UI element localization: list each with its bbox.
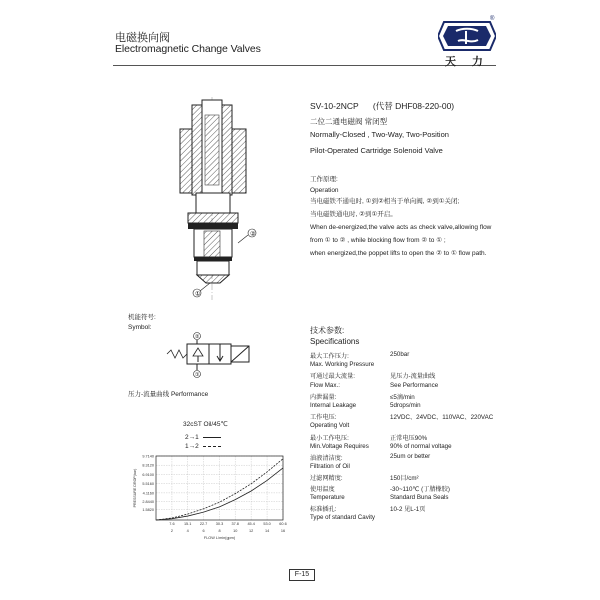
valve-symbol-diagram xyxy=(165,330,255,380)
x-tick-label-gpm: 12 xyxy=(249,529,254,533)
spec-label: 工作电压: xyxy=(310,414,337,422)
header-title-en: Electromagnetic Change Valves xyxy=(115,43,261,55)
x-tick-label-gpm: 14 xyxy=(264,529,270,533)
symbol-label-en: Symbol: xyxy=(128,324,152,331)
y-tick-label: 5.5160 xyxy=(142,482,154,487)
spec-value: 5drops/min xyxy=(390,402,421,409)
spec-label: 最大工作压力: xyxy=(310,353,349,360)
operation-line-2: 当电磁铁通电时, ②到①开启。 xyxy=(310,211,397,218)
x-axis-label: FLOW L/min(gpm) xyxy=(203,536,236,540)
performance-condition: 32cST Oil/45℃ xyxy=(183,421,228,428)
brand-name: 天 力 xyxy=(445,55,489,68)
spec-label: 油液清洁度: xyxy=(310,455,343,462)
operation-line-1: 当电磁铁不通电时, ①到②相当于单向阀, ②到①关闭; xyxy=(310,198,460,205)
spec-value: See Performance xyxy=(390,381,439,389)
spec-label: Operating Volt xyxy=(310,422,350,430)
spec-value: 12VDC、24VDC、110VAC、220VAC xyxy=(390,414,494,422)
spec-label: Temperature xyxy=(310,493,345,501)
symbol-port-1-label: ① xyxy=(195,372,200,379)
legend-1-2-label: 1→2 xyxy=(185,443,199,450)
chart-frame xyxy=(156,456,283,520)
spec-label: 标准插孔: xyxy=(310,506,337,513)
spec-value: 正常电压90% xyxy=(390,434,428,442)
y-axis-label: PRESSURE DROP(bar) xyxy=(133,468,137,508)
drawing-port-2-label: ② xyxy=(250,231,256,238)
x-tick-label-gpm: 10 xyxy=(233,529,238,533)
x-tick-label-gpm: 6 xyxy=(202,529,205,533)
y-tick-label: 8.3120 xyxy=(142,463,154,468)
x-tick-label: 53.0 xyxy=(263,522,271,526)
x-tick-label: 7.6 xyxy=(169,522,175,526)
model-code: SV-10-2NCP xyxy=(310,101,359,111)
spec-label: 可通过最大流量: xyxy=(310,373,356,381)
performance-label: 压力-流量曲线 Performance xyxy=(128,391,209,398)
y-tick-label: 1.5820 xyxy=(142,508,154,513)
operation-line-3: When de-energized,the valve acts as check valve,allowing flow xyxy=(310,224,492,231)
model-name-cn: 二位二通电磁阀 常闭型 xyxy=(310,117,388,126)
page-number: F-15 xyxy=(289,569,315,581)
legend-2-1-label: 2→1 xyxy=(185,434,199,441)
spec-label: Type of standard Cavity xyxy=(310,514,376,522)
specs-title-cn: 技术参数: xyxy=(310,326,345,335)
spec-value: 90% of normal voltage xyxy=(390,442,452,450)
operation-line-4: from ① to ② , while blocking flow from ② to ① ; xyxy=(310,237,446,244)
x-tick-label: 15.1 xyxy=(183,522,192,526)
y-tick-label: 6.9100 xyxy=(142,472,154,477)
y-tick-label: 9.7140 xyxy=(142,454,154,459)
spec-label: 过滤网精度: xyxy=(310,475,343,483)
spec-value: 见压力-流量曲线 xyxy=(390,373,436,381)
drawing-port-1-label: ① xyxy=(195,291,201,298)
legend-dashed-line xyxy=(203,446,221,447)
spec-value: ≤5滴/min xyxy=(390,393,415,401)
x-tick-label: 22.7 xyxy=(199,522,208,526)
spec-label: Flow Max.: xyxy=(310,381,340,389)
x-tick-label: 37.8 xyxy=(231,522,239,526)
header-title-cn: 电磁换向阀 xyxy=(115,32,170,44)
x-tick-label: 45.4 xyxy=(247,522,255,526)
x-tick-label-gpm: 8 xyxy=(218,529,221,533)
y-tick-label: 4.1160 xyxy=(142,491,154,496)
spec-label: 使用温度 xyxy=(310,485,335,493)
x-tick-label-gpm: 16 xyxy=(280,529,286,533)
specs-title-en: Specifications xyxy=(310,337,360,346)
model-name-en-1: Normally-Closed , Two-Way, Two-Position xyxy=(310,130,449,139)
spec-value: 150目/cm² xyxy=(390,475,419,483)
operation-title-en: Operation xyxy=(310,187,339,194)
spec-value: Standard Buna Seals xyxy=(390,493,449,501)
pressure-flow-chart xyxy=(128,452,288,552)
registered-mark: ® xyxy=(490,16,495,22)
symbol-port-2-label: ② xyxy=(195,334,200,341)
spec-label: 内泄漏量: xyxy=(310,393,337,401)
spec-label: Max. Working Pressure xyxy=(310,361,375,369)
model-name-en-2: Pilot-Operated Cartridge Solenoid Valve xyxy=(310,146,443,155)
spec-value: 25um or better xyxy=(390,453,431,460)
valve-cross-section-drawing xyxy=(150,95,300,305)
x-tick-label-gpm: 2 xyxy=(170,529,173,533)
legend-solid-line xyxy=(203,437,221,438)
spec-label: 最小工作电压: xyxy=(310,434,349,442)
spec-value: 250bar xyxy=(390,351,410,358)
spec-label: Min.Voltage Requires xyxy=(310,442,369,450)
symbol-label-cn: 机能符号: xyxy=(128,314,156,321)
x-tick-label: 60.6 xyxy=(279,522,287,526)
y-tick-label: 2.8440 xyxy=(142,499,154,504)
x-tick-label-gpm: 4 xyxy=(186,529,189,533)
spec-label: Filtration of Oil xyxy=(310,463,350,471)
operation-title-cn: 工作原理: xyxy=(310,176,338,183)
model-replace: (代替 DHF08-220-00) xyxy=(372,101,455,111)
spec-value: 10-2 见L-1页 xyxy=(390,506,426,513)
spec-value: -30~110℃ (丁腈橡胶) xyxy=(390,485,450,493)
operation-line-5: when energized,the poppet lifts to open the ② to ① flow path. xyxy=(310,250,487,257)
spec-label: Internal Leakage xyxy=(310,402,357,409)
x-tick-label: 30.3 xyxy=(215,522,224,526)
